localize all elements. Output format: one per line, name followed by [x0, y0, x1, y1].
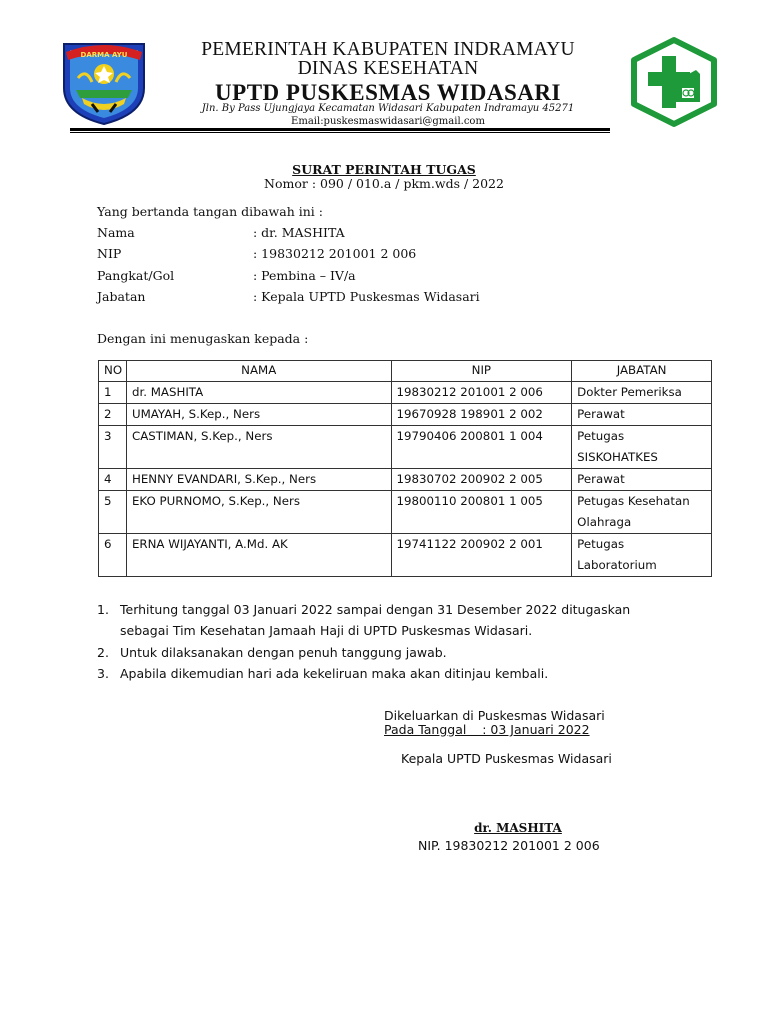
cell-jabatan: Perawat — [572, 469, 712, 491]
point-text-3: Apabila dikemudian hari ada kekeliruan maka akan ditinjau kembali. — [120, 666, 549, 681]
cell-no: 6 — [99, 534, 127, 577]
regency-crest-logo — [58, 38, 150, 126]
field-label-nama: Nama — [97, 225, 135, 240]
cell-no: 4 — [99, 469, 127, 491]
column-header-nip: NIP — [391, 361, 572, 382]
cell-nip: 19741122 200902 2 001 — [391, 534, 572, 577]
cell-no: 2 — [99, 404, 127, 426]
cell-nama: EKO PURNOMO, S.Kep., Ners — [126, 491, 391, 534]
intro-text: Yang bertanda tangan dibawah ini : — [97, 204, 323, 219]
cell-nip: 19830702 200902 2 005 — [391, 469, 572, 491]
assignment-intro: Dengan ini menugaskan kepada : — [97, 331, 309, 346]
logo-banner-text: DARMA AYU — [80, 51, 128, 59]
cell-nama: CASTIMAN, S.Kep., Ners — [126, 426, 391, 469]
cell-jabatan: Petugas Kesehatan Olahraga — [572, 491, 712, 534]
table-row — [99, 491, 712, 534]
field-label-nip: NIP — [97, 246, 122, 261]
point-text-1: Terhitung tanggal 03 Januari 2022 sampai dengan 31 Desember 2022 ditugaskan — [120, 602, 631, 617]
table-row — [99, 382, 712, 404]
cell-no: 3 — [99, 426, 127, 469]
column-header-jabatan: JABATAN — [572, 361, 712, 382]
header-government: PEMERINTAH KABUPATEN INDRAMAYU — [201, 39, 575, 60]
cell-jabatan: Perawat — [572, 404, 712, 426]
document-number: Nomor : 090 / 010.a / pkm.wds / 2022 — [264, 176, 504, 191]
header-rule-thick — [70, 128, 610, 131]
signer-nip: NIP. 19830212 201001 2 006 — [418, 838, 600, 853]
cell-nip: 19800110 200801 1 005 — [391, 491, 572, 534]
table-header-row — [99, 361, 712, 382]
field-value-nama: : dr. MASHITA — [253, 225, 345, 240]
field-label-pangkat: Pangkat/Gol — [97, 268, 175, 283]
point-number-3: 3. — [97, 666, 109, 681]
column-header-nama: NAMA — [126, 361, 391, 382]
cell-nama: UMAYAH, S.Kep., Ners — [126, 404, 391, 426]
cell-nip: 19790406 200801 1 004 — [391, 426, 572, 469]
field-label-jabatan: Jabatan — [97, 289, 146, 304]
point-text-1-cont: sebagai Tim Kesehatan Jamaah Haji di UPTD Puskesmas Widasari. — [120, 623, 533, 638]
cell-nip: 19830212 201001 2 006 — [391, 382, 572, 404]
field-value-pangkat: : Pembina – IV/a — [253, 268, 356, 283]
cell-nama: dr. MASHITA — [126, 382, 391, 404]
table-row — [99, 469, 712, 491]
field-value-nip: : 19830212 201001 2 006 — [253, 246, 417, 261]
cell-nama: ERNA WIJAYANTI, A.Md. AK — [126, 534, 391, 577]
point-number-2: 2. — [97, 645, 109, 660]
cell-jabatan: Petugas SISKOHATKES — [572, 426, 712, 469]
cell-jabatan: Dokter Pemeriksa — [572, 382, 712, 404]
point-number-1: 1. — [97, 602, 109, 617]
header-address: Jln. By Pass Ujungjaya Kecamatan Widasari Kabupaten Indramayu 45271 — [201, 103, 575, 114]
header-department: DINAS KESEHATAN — [297, 58, 479, 79]
cell-jabatan: Petugas Laboratorium — [572, 534, 712, 577]
signer-position: Kepala UPTD Puskesmas Widasari — [401, 751, 612, 766]
signer-name: dr. MASHITA — [474, 821, 562, 835]
puskesmas-cross-house-icon — [626, 36, 722, 128]
cell-no: 5 — [99, 491, 127, 534]
header-rule-thin — [70, 132, 610, 133]
point-text-2: Untuk dilaksanakan dengan penuh tanggung jawab. — [120, 645, 447, 660]
field-value-jabatan: : Kepala UPTD Puskesmas Widasari — [253, 289, 480, 304]
puskesmas-logo — [626, 36, 722, 128]
cell-nama: HENNY EVANDARI, S.Kep., Ners — [126, 469, 391, 491]
document-title: SURAT PERINTAH TUGAS — [292, 162, 476, 177]
cell-nip: 19670928 198901 2 002 — [391, 404, 572, 426]
table-row — [99, 426, 712, 469]
header-email: Email:puskesmaswidasari@gmail.com — [291, 116, 485, 127]
table-row — [99, 404, 712, 426]
header-institution: UPTD PUSKESMAS WIDASARI — [215, 80, 561, 105]
indramayu-regency-crest-icon — [58, 38, 150, 126]
assignment-table — [98, 360, 712, 577]
issued-date: Pada Tanggal : 03 Januari 2022 — [384, 722, 590, 737]
cell-no: 1 — [99, 382, 127, 404]
table-row — [99, 534, 712, 577]
issued-at: Dikeluarkan di Puskesmas Widasari — [384, 708, 605, 723]
column-header-no: NO — [99, 361, 127, 382]
